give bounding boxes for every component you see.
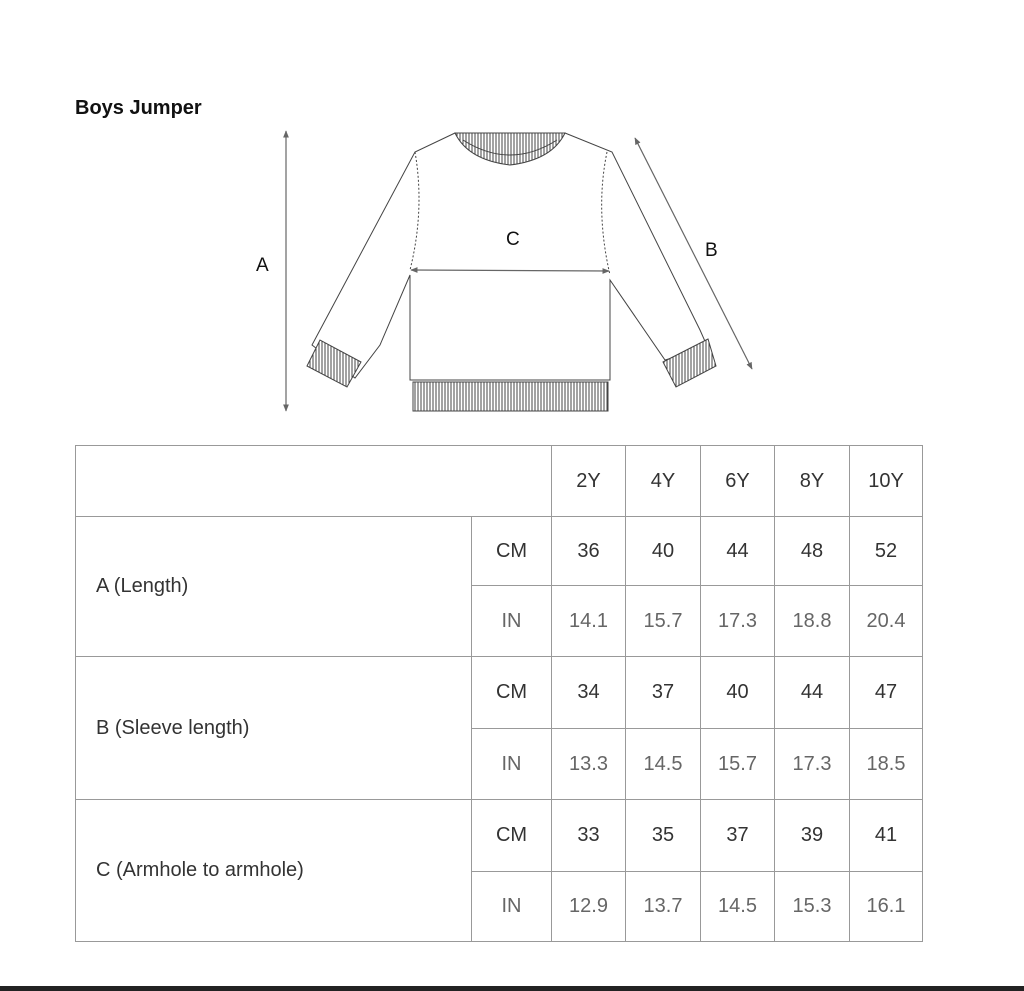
cell: 47	[850, 657, 923, 729]
label-a: A	[256, 255, 269, 276]
cell: 20.4	[850, 586, 923, 657]
size-header: 10Y	[850, 446, 923, 517]
jumper-body	[312, 133, 708, 380]
cell: 44	[775, 657, 850, 729]
cell: 13.7	[626, 872, 701, 942]
cell: 14.5	[701, 872, 775, 942]
unit-label: CM	[472, 800, 552, 872]
cell: 33	[552, 800, 626, 872]
cell: 15.7	[626, 586, 701, 657]
label-c: C	[506, 229, 520, 250]
label-b: B	[705, 240, 718, 261]
cell: 16.1	[850, 872, 923, 942]
cell: 48	[775, 517, 850, 586]
cell: 17.3	[775, 729, 850, 800]
size-header: 2Y	[552, 446, 626, 517]
cell: 44	[701, 517, 775, 586]
unit-label: IN	[472, 872, 552, 942]
size-header: 8Y	[775, 446, 850, 517]
cell: 36	[552, 517, 626, 586]
unit-label: CM	[472, 657, 552, 729]
cell: 13.3	[552, 729, 626, 800]
size-header: 4Y	[626, 446, 701, 517]
cell: 37	[701, 800, 775, 872]
table-row	[76, 800, 923, 872]
size-table	[75, 445, 923, 942]
cell: 18.8	[775, 586, 850, 657]
cell: 41	[850, 800, 923, 872]
cell: 14.5	[626, 729, 701, 800]
cell: 52	[850, 517, 923, 586]
measure-name: C (Armhole to armhole)	[76, 800, 472, 942]
unit-label: IN	[472, 729, 552, 800]
cell: 17.3	[701, 586, 775, 657]
table-row	[76, 657, 923, 729]
jumper-diagram	[0, 0, 1024, 440]
cell: 40	[626, 517, 701, 586]
cell: 18.5	[850, 729, 923, 800]
table-row	[76, 517, 923, 586]
cell: 15.7	[701, 729, 775, 800]
cell: 14.1	[552, 586, 626, 657]
size-header: 6Y	[701, 446, 775, 517]
cell: 35	[626, 800, 701, 872]
cell: 39	[775, 800, 850, 872]
cell: 15.3	[775, 872, 850, 942]
cell: 12.9	[552, 872, 626, 942]
hem-rib	[413, 382, 608, 411]
bottom-divider	[0, 986, 1024, 991]
measure-name: B (Sleeve length)	[76, 657, 472, 800]
unit-label: IN	[472, 586, 552, 657]
cell: 34	[552, 657, 626, 729]
header-row	[76, 446, 923, 517]
cell: 37	[626, 657, 701, 729]
page-title: Boys Jumper	[75, 97, 202, 119]
measure-name: A (Length)	[76, 517, 472, 657]
cell: 40	[701, 657, 775, 729]
unit-label: CM	[472, 517, 552, 586]
